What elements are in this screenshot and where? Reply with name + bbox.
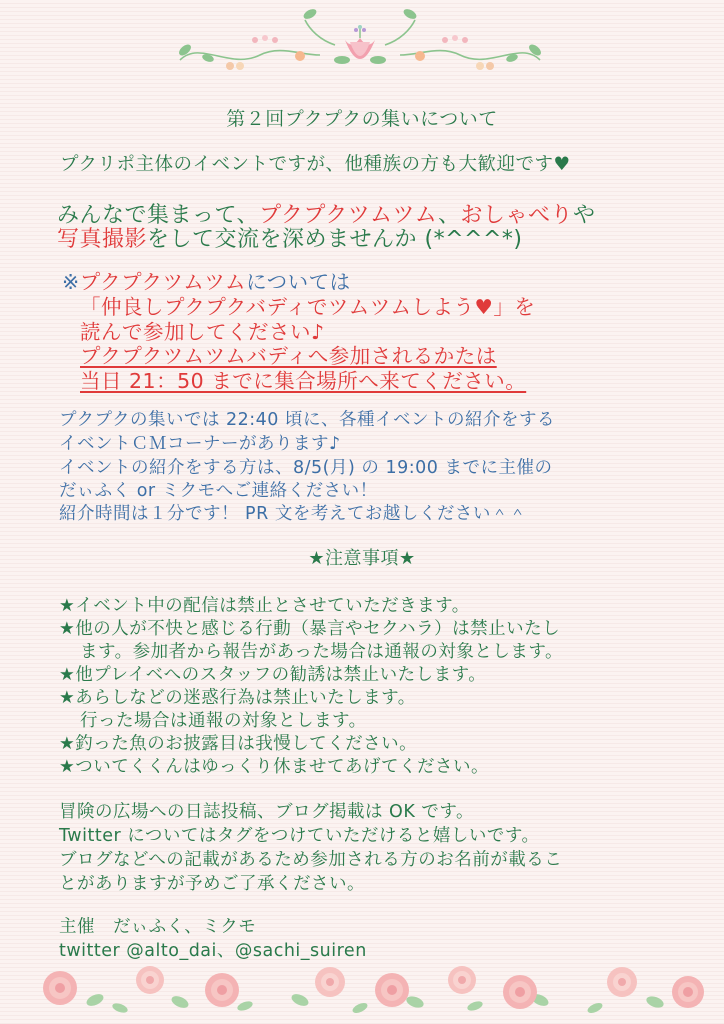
tulip-icon [345,25,375,59]
note-text: 「仲良しプクプクバディでツムツムしよう [80,295,475,319]
rule-item: ★あらしなどの迷惑行為は禁止いたします。 [59,688,416,708]
invite-text: みんなで集まって、 [57,203,260,228]
note-text: については [246,270,351,294]
note-mark: ※ [62,270,80,294]
info-line: イベントＣＭコーナーがあります♪ [59,434,341,454]
rule-item-continued: ます。参加者から報告があった場合は通報の対象とします。 [80,642,564,662]
note-line-3: 読んで参加してください♪ [80,320,325,344]
note-text: 」を [493,295,536,319]
intro-sentence: プクリポ主体のイベントですが、他種族の方も大歓迎です [60,154,554,175]
posting-line: 冒険の広場への日誌投稿、ブログ掲載は OK です。 [59,802,474,822]
rule-item: ★イベント中の配信は禁止とさせていただきます。 [59,596,470,616]
invite-text: をして交流を深めませんか (*^^^*) [147,227,523,252]
info-line: プクプクの集いでは 22:40 頃に、各種イベントの紹介をする [59,410,556,430]
invite-highlight: おしゃべり [460,203,573,228]
posting-line: ブログなどへの記載があるため参加される方のお名前が載るこ [59,850,563,870]
invite-highlight: 写真撮影 [57,227,148,252]
heart-icon: ♥ [474,295,494,319]
rule-item: ★他プレイベへのスタッフの勧誘は禁止いたします。 [59,665,487,685]
bottom-rose-border [0,958,724,1024]
rule-item: ★釣った魚のお披露目は我慢してください。 [59,734,418,754]
invite-highlight: プクプクツムツム [259,203,438,228]
note-line-5: 当日 21：50 までに集合場所へ来てください。 [80,369,527,393]
organizer-twitter: twitter @alto_dai、@sachi_suiren [59,941,367,961]
posting-line: Twitter についてはタグをつけていただけると嬉しいです。 [59,826,540,846]
info-line: 紹介時間は１分です！ PR 文を考えてお越しください＾＾ [59,504,527,524]
note-highlight: プクプクツムツム [79,270,247,294]
info-line: イベントの紹介をする方は、8/5(月) の 19:00 までに主催の [59,458,553,478]
invite-text: 、 [437,203,461,228]
intro-text [60,150,571,176]
invite-text: や [573,203,596,228]
organizer-names: 主催 だぃふく、ミクモ [59,917,257,937]
heart-icon: ♥ [553,154,571,175]
rule-item: ★ついてくくんはゆっくり休ませてあげてください。 [59,757,490,777]
info-line: だぃふく or ミクモへご連絡ください！ [59,481,378,501]
page-title: 第２回プクプクの集いについて [226,108,498,130]
top-floral-decoration [160,0,560,90]
invite-line-2 [57,222,522,253]
rule-item-continued: 行った場合は通報の対象とします。 [80,711,367,731]
rule-item: ★他の人が不快と感じる行動（暴言やセクハラ）は禁止いたし [59,619,561,639]
rules-heading: ★注意事項★ [308,548,416,569]
posting-line: とがありますが予めご了承ください。 [59,874,365,894]
note-line-4: プクプクツムツムバディへ参加されるかたは [80,344,497,368]
